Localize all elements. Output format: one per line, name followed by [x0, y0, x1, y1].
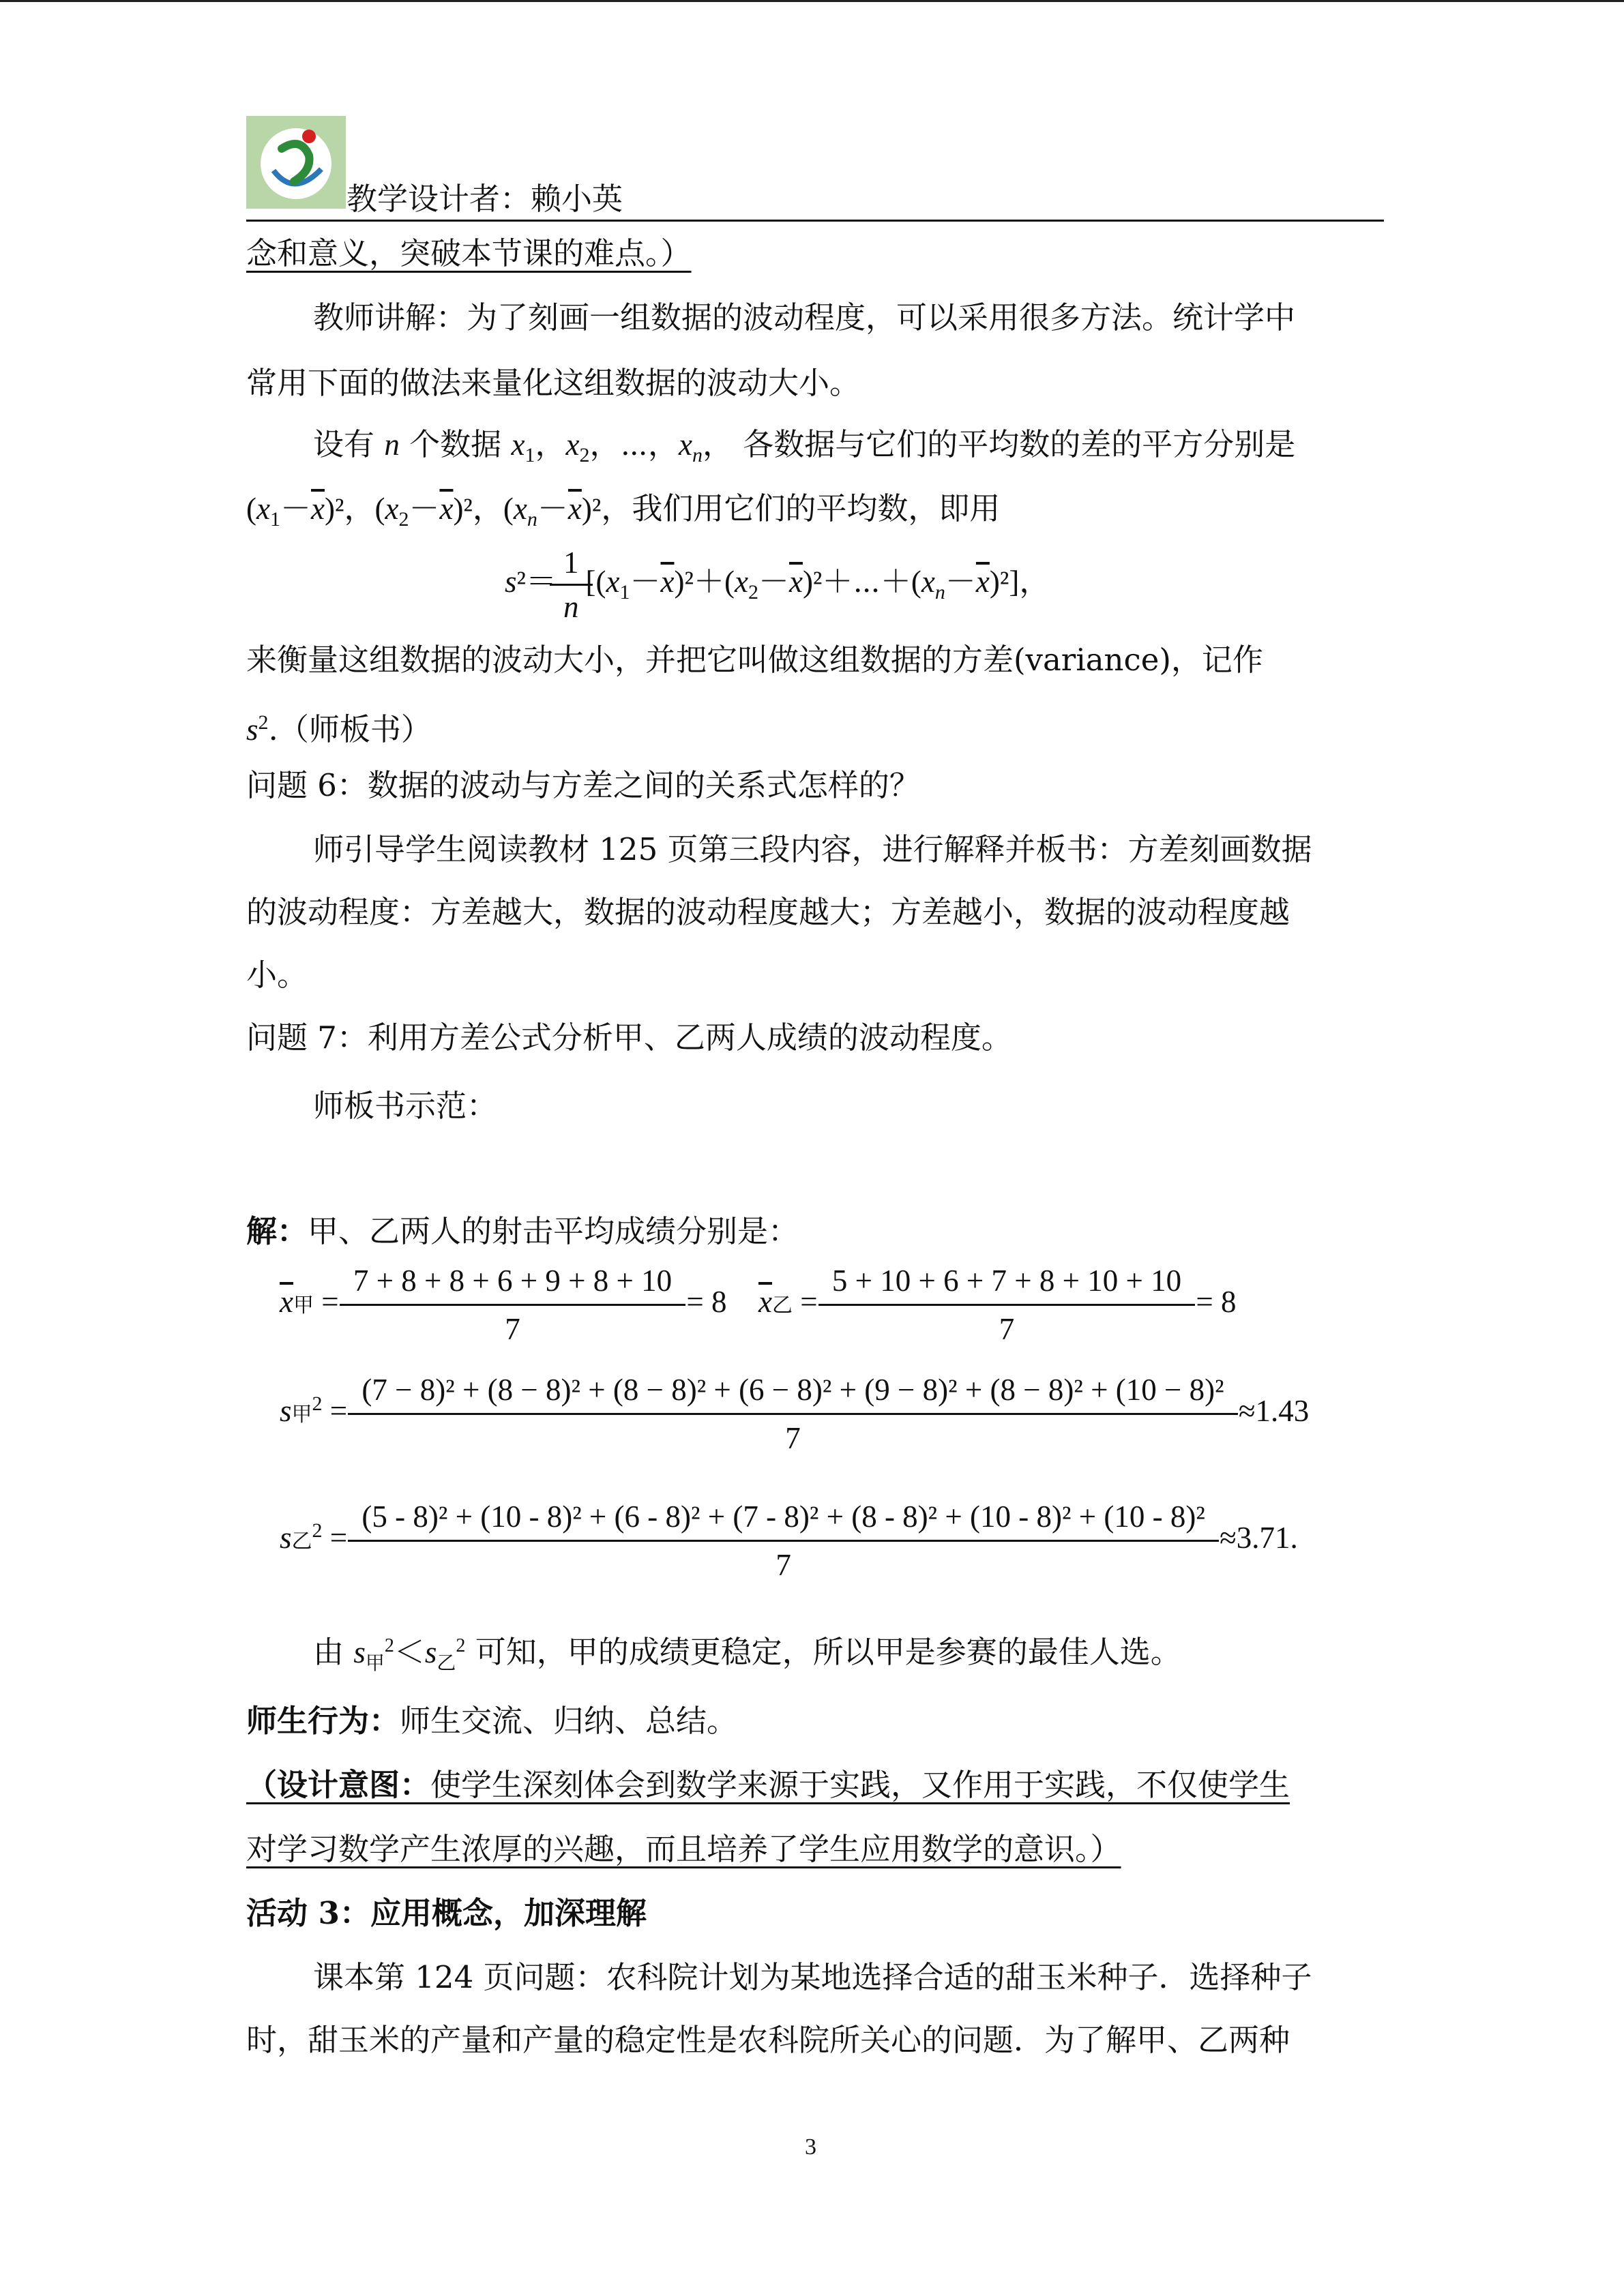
mean-jia-formula: $\overline{x}$甲 = $\frac{7 + 8 + 8 + 6 + 9 + 8 + 10}{7}$ = 8 [280, 1262, 727, 1348]
text-line: 解：甲、乙两人的射击平均成绩分别是： [246, 1213, 799, 1249]
mean-yi-formula: $\overline{x}$乙 = $\frac{5 + 10 + 6 + 7 + 8 + 10 + 10}{7}$ = 8 [758, 1262, 1237, 1348]
text-line: 常用下面的做法来量化这组数据的波动大小。 [246, 365, 861, 401]
designer-label: 教学设计者：赖小英 [346, 181, 623, 217]
header-rule [246, 220, 1384, 222]
text-line: 问题 6：数据的波动与方差之间的关系式怎样的？ [246, 767, 920, 803]
logo-icon [246, 116, 346, 209]
text-line: 小。 [246, 957, 308, 993]
text-line: $s^2$.（师板书） [246, 711, 432, 747]
variance-formula: s²＝ $\frac{1}{n}$ $[(x_1-\overline{x})^2+(x_2-\overline{x})^2+\cdots+(x_n-\overline{x})^2]$， [505, 546, 1050, 624]
text-line: 对学习数学产生浓厚的兴趣，而且培养了学生应用数学的意识。） [246, 1831, 1121, 1867]
text-line: 由 $s_甲^2<s_乙^2$ 可知，甲的成绩更稳定，所以甲是参赛的最佳人选。 [313, 1634, 1181, 1674]
page-number: 3 [805, 2134, 816, 2160]
text-line: 课本第 124 页问题：农科院计划为某地选择合适的甜玉米种子．选择种子 [313, 1959, 1312, 1995]
section-heading: 活动 3：应用概念，加深理解 [246, 1895, 647, 1931]
text-line: （设计意图：使学生深刻体会到数学来源于实践，又作用于实践，不仅使学生 [246, 1767, 1290, 1803]
text-line: 师板书示范： [313, 1088, 498, 1124]
top-border [0, 0, 1624, 2]
text-line: 师生行为：师生交流、归纳、总结。 [246, 1703, 738, 1739]
text-line: 念和意义，突破本节课的难点。） [246, 235, 692, 271]
text-line: 问题 7：利用方差公式分析甲、乙两人成绩的波动程度。 [246, 1019, 1012, 1056]
variance-jia-formula: s甲$^2$ = (7 − 8)² + (8 − 8)² + (8 − 8)² + (6 − 8)² + (9 − 8)² + (8 − 8)² + (10 − 8)² 7 ≈1.43 [280, 1371, 1309, 1457]
text-line: 时，甜玉米的产量和产量的稳定性是农科院所关心的问题．为了解甲、乙两种 [246, 2022, 1290, 2058]
text-line: $(x_1-\overline{x})^2$，$(x_2-\overline{x})^2$，$(x_n-\overline{x})^2$，我们用它们的平均数，即用 [246, 490, 1001, 531]
text-line: 设有 n 个数据 $x_1$，$x_2$，⋯，$x_n$， 各数据与它们的平均数的差的平方分别是 [313, 426, 1296, 466]
text-line: 师引导学生阅读教材 125 页第三段内容，进行解释并板书：方差刻画数据 [313, 831, 1312, 867]
school-logo [246, 116, 346, 209]
text-line: 的波动程度：方差越大，数据的波动程度越大；方差越小，数据的波动程度越 [246, 894, 1290, 930]
variance-yi-formula: s乙$^2$ = (5 - 8)² + (10 - 8)² + (6 - 8)² + (7 - 8)² + (8 - 8)² + (10 - 8)² + (10 - 8)² 7 ≈3.71. [280, 1497, 1298, 1584]
text-line: 来衡量这组数据的波动大小，并把它叫做这组数据的方差(variance)，记作 [246, 642, 1263, 678]
text-line: 教师讲解：为了刻画一组数据的波动程度，可以采用很多方法。统计学中 [313, 299, 1296, 336]
